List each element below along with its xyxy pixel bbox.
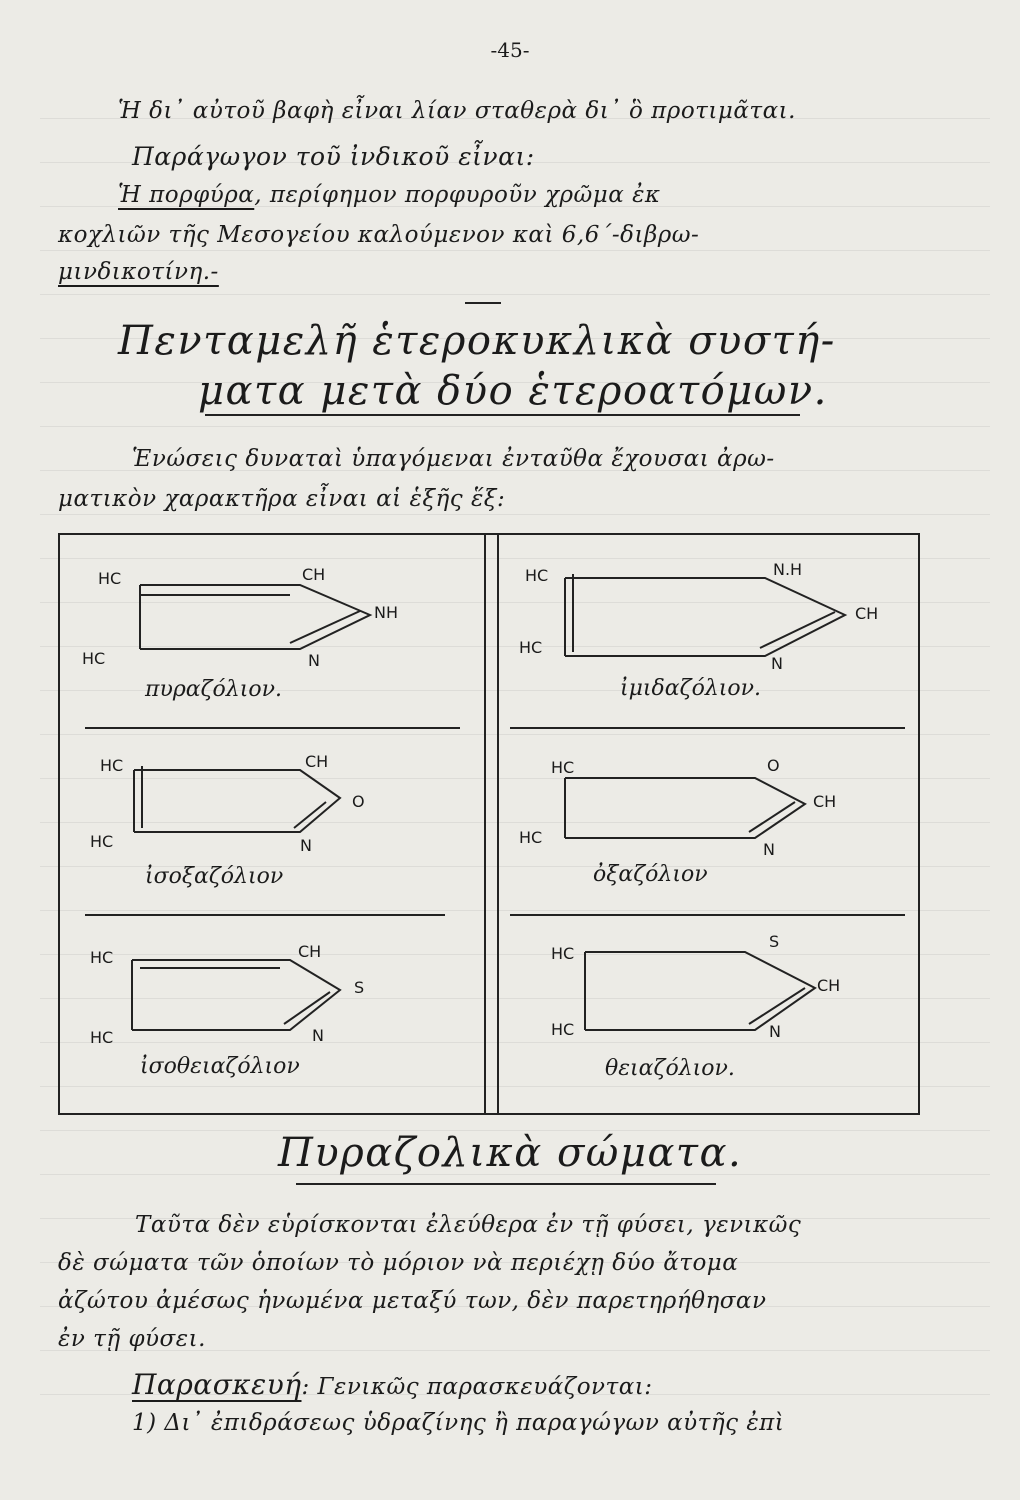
text-line-2: Παράγωγον τοῦ ἰνδικοῦ εἶναι: <box>132 142 535 171</box>
text-line-4: κοχλιῶν τῆς Μεσογείου καλούμενον καὶ 6,6΄-διβρω- <box>58 222 700 248</box>
pyrazole-label: πυραζόλιον. <box>145 677 282 702</box>
body-line-1: Ταῦτα δὲν εὑρίσκονται ἐλεύθερα ἐν τῇ φύσει, γενικῶς <box>135 1212 802 1238</box>
atom-n: N <box>763 840 775 859</box>
atom-ch: CH <box>813 792 837 811</box>
method-1-line: 1) Δι᾽ ἐπιδράσεως ὑδραζίνης ἢ παραγώγων αὐτῆς ἐπὶ <box>132 1410 785 1436</box>
imidazole-structure <box>515 560 915 705</box>
oxazole-label: ὀξαζόλιον <box>593 862 708 887</box>
atom-hc-bottom: HC <box>519 638 543 657</box>
heading-underline <box>205 414 800 416</box>
isoxazole-label: ἰσοξαζόλιον <box>145 864 284 889</box>
porphyra-word: Ἡ πορφύρα <box>118 182 255 208</box>
atom-hc-bottom: HC <box>90 832 114 851</box>
atom-ch: CH <box>298 942 322 961</box>
atom-s: S <box>354 978 365 997</box>
section-heading-line1: Πενταμελῆ ἑτεροκυκλικὰ συστή- <box>118 318 836 364</box>
text-line-1: Ἡ δι᾽ αὐτοῦ βαφὴ εἶναι λίαν σταθερὰ δι᾽ ὃ προτιμᾶται. <box>118 98 796 124</box>
pyrazole-heading-underline <box>296 1183 716 1185</box>
row-separator-2-right <box>510 914 905 916</box>
thiazole-label: θειαζόλιον. <box>605 1056 735 1081</box>
body-line-2: δὲ σώματα τῶν ὁποίων τὸ μόριον νὰ περιέχῃ δύο ἄτομα <box>58 1250 739 1276</box>
section-heading-line2: ματα μετὰ δύο ἑτεροατόμων. <box>198 368 828 414</box>
atom-o: O <box>352 792 365 811</box>
text-line-7: ματικὸν χαρακτῆρα εἶναι αἱ ἑξῆς ἕξ: <box>58 486 506 512</box>
atom-n: N <box>312 1026 324 1045</box>
isothiazole-structure <box>90 942 470 1092</box>
oxazole-ring-drawing <box>515 752 915 897</box>
page-number: -45- <box>490 38 530 62</box>
preparation-line <box>132 1368 653 1401</box>
text-line-3 <box>118 182 661 208</box>
thiazole-structure <box>515 930 915 1090</box>
atom-ch: CH <box>302 565 326 584</box>
atom-nh: N.H <box>773 560 803 579</box>
atom-s: S <box>769 932 780 951</box>
isothiazole-label: ἰσοθειαζόλιον <box>140 1054 300 1079</box>
body-line-4: ἐν τῇ φύσει. <box>58 1326 206 1352</box>
atom-n: N <box>771 654 783 673</box>
atom-hc-bottom: HC <box>82 649 106 668</box>
atom-hc-bottom: HC <box>519 828 543 847</box>
body-line-3: ἀζώτου ἀμέσως ἡνωμένα μεταξύ των, δὲν παρετηρήθησαν <box>58 1288 767 1314</box>
atom-ch: CH <box>855 604 879 623</box>
atom-hc-bottom: HC <box>90 1028 114 1047</box>
row-separator-2-left <box>85 914 445 916</box>
atom-hc-top: HC <box>100 756 124 775</box>
pyrazole-bodies-heading: Πυραζολικὰ σώματα. <box>278 1130 743 1176</box>
pyrazole-structure <box>82 565 470 705</box>
text-line-6: Ἑνώσεις δυναταὶ ὑπαγόμεναι ἐνταῦθα ἔχουσαι ἀρω- <box>132 446 775 472</box>
atom-hc-bottom: HC <box>551 1020 575 1039</box>
atom-nh: NH <box>374 603 398 622</box>
box-divider-left <box>484 533 486 1113</box>
atom-ch: CH <box>305 752 329 771</box>
oxazole-structure <box>515 752 915 897</box>
text-line-5: μινδικοτίνη.- <box>58 259 219 285</box>
short-dash <box>465 302 501 304</box>
row-separator-1-left <box>85 727 460 729</box>
atom-hc-top: HC <box>525 566 549 585</box>
isoxazole-structure <box>90 752 470 897</box>
preparation-text: : Γενικῶς παρασκευάζονται: <box>301 1374 653 1400</box>
row-separator-1-right <box>510 727 905 729</box>
atom-hc-top: HC <box>551 758 575 777</box>
atom-hc-top: HC <box>98 569 122 588</box>
atom-hc-top: HC <box>551 944 575 963</box>
atom-n: N <box>769 1022 781 1041</box>
box-divider-right <box>497 533 499 1113</box>
preparation-label: Παρασκευή <box>132 1368 302 1401</box>
imidazole-label: ἰμιδαζόλιον. <box>620 676 762 701</box>
atom-n: N <box>308 651 320 670</box>
atom-o: O <box>767 756 780 775</box>
atom-hc-top: HC <box>90 948 114 967</box>
atom-ch: CH <box>817 976 841 995</box>
atom-n: N <box>300 836 312 855</box>
text-line-3-rest: , περίφημον πορφυροῦν χρῶμα ἐκ <box>254 182 661 208</box>
